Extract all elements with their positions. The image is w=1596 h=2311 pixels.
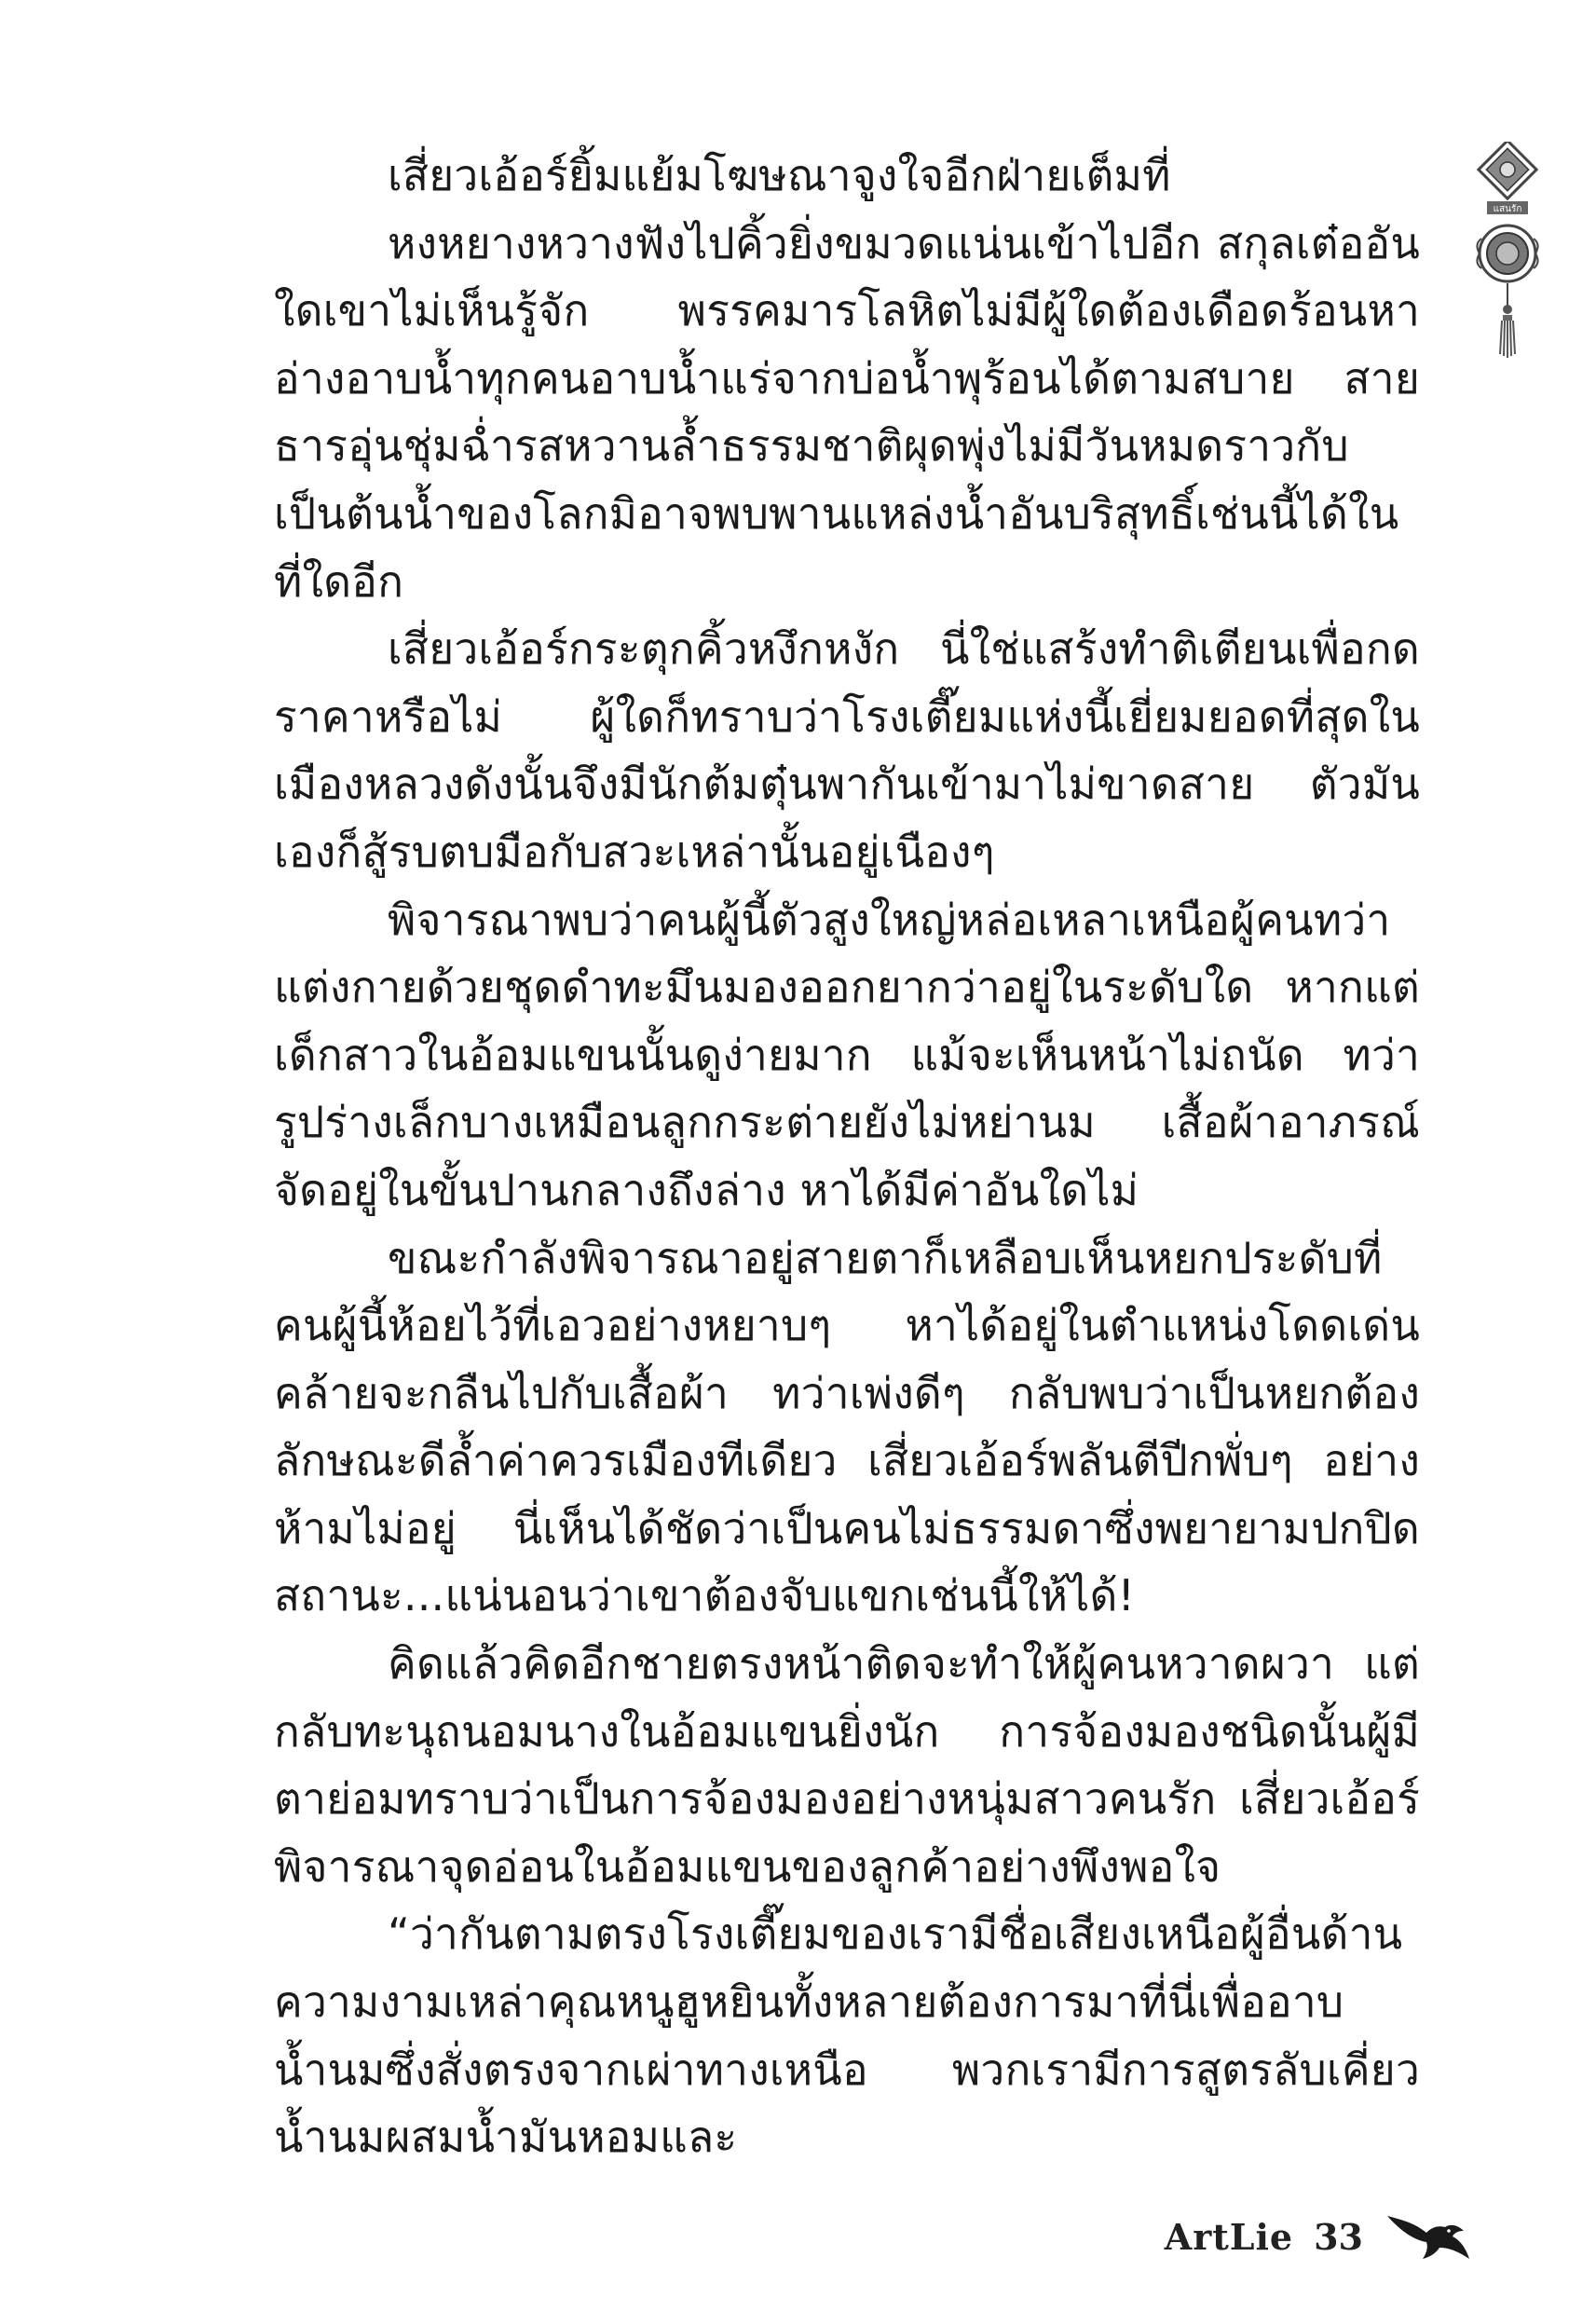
emblem-round-seal-icon	[1477, 226, 1537, 281]
chapter-emblem-icon	[1474, 142, 1541, 365]
emblem-diamond-icon	[1479, 142, 1536, 198]
footer-brand: ArtLie	[1164, 2215, 1294, 2258]
paragraph-7: “ว่ากันตามตรงโรงเตี๊ยมของเรามีชื่อเสียงเหนือผู้อื่นด้านความงามเหล่าคุณหนูฮูหยินทั้งหลายต้องการมาที่นี่เพื่ออาบน้ำนมซึ่งสั่งตรงจากเผ่าทางเหนือ พวกเรามีการสูตรลับเคี่ยวน้ำนมผสมน้ำมันหอมและ	[274, 1908, 1420, 2163]
paragraph-4: พิจารณาพบว่าคนผู้นี้ตัวสูงใหญ่หล่อเหลาเหนือผู้คนทว่าแต่งกายด้วยชุดดำทะมึนมองออกยากว่าอยู่ในระดับใด หากแต่เด็กสาวในอ้อมแขนนั้นดูง่ายมาก แม้จะเห็นหน้าไม่ถนัด ทว่ารูปร่างเล็กบางเหมือนลูกกระต่ายยังไม่หย่านม เสื้อผ้าอาภรณ์จัดอยู่ในขั้นปานกลางถึงล่าง หาได้มีค่าอันใดไม่	[274, 894, 1420, 1215]
paragraph-5: ขณะกำลังพิจารณาอยู่สายตาก็เหลือบเห็นหยกประดับที่คนผู้นี้ห้อยไว้ที่เอวอย่างหยาบๆ หาได้อยู่ในตำแหน่งโดดเด่นคล้ายจะกลืนไปกับเสื้อผ้า ทว่าเพ่งดีๆ กลับพบว่าเป็นหยกต้องลักษณะดีล้ำค่าควรเมืองทีเดียว เสี่ยวเอ้อร์พลันตีปีกพั่บๆ อย่างห้ามไม่อยู่ นี่เห็นได้ชัดว่าเป็นคนไม่ธรรมดาซึ่งพยายามปกปิดสถานะ...แน่นอนว่าเขาต้องจับแขกเช่นนี้ให้ได้!	[274, 1232, 1420, 1621]
body-text	[274, 142, 1420, 2171]
emblem-label	[1487, 201, 1528, 214]
paragraph-3: เสี่ยวเอ้อร์กระตุกคิ้วหงึกหงัก นี่ใช่แสร้งทำติเตียนเพื่อกดราคาหรือไม่ ผู้ใดก็ทราบว่าโรงเตี๊ยมแห่งนี้เยี่ยมยอดที่สุดในเมืองหลวงดังนั้นจึงมีนักต้มตุ๋นพากันเข้ามาไม่ขาดสาย ตัวมันเองก็สู้รบตบมือกับสวะเหล่านั้นอยู่เนืองๆ	[274, 623, 1420, 877]
page-footer	[1165, 2199, 1473, 2274]
eagle-icon	[1384, 2207, 1473, 2266]
paragraph-2: หงหยางหวางฟังไปคิ้วยิ่งขมวดแน่นเข้าไปอีก สกุลเต๋ออันใดเขาไม่เห็นรู้จัก พรรคมารโลหิตไม่มีผู้ใดต้องเดือดร้อนหาอ่างอาบน้ำทุกคนอาบน้ำแร่จากบ่อน้ำพุร้อนได้ตามสบาย สายธารอุ่นชุ่มฉ่ำรสหวานล้ำธรรมชาติผุดพุ่งไม่มีวันหมดราวกับเป็นต้นน้ำของโลกมิอาจพบพานแหล่งน้ำอันบริสุทธิ์เช่นนี้ได้ในที่ใดอีก	[274, 217, 1420, 607]
paragraph-6: คิดแล้วคิดอีกชายตรงหน้าติดจะทำให้ผู้คนหวาดผวา แต่กลับทะนุถนอมนางในอ้อมแขนยิ่งนัก การจ้องมองชนิดนั้นผู้มีตาย่อมทราบว่าเป็นการจ้องมองอย่างหนุ่มสาวคนรัก เสี่ยวเอ้อร์พิจารณาจุดอ่อนในอ้อมแขนของลูกค้าอย่างพึงพอใจ	[274, 1638, 1420, 1892]
svg-text:แสนรัก: แสนรัก	[1493, 204, 1522, 214]
paragraph-1: เสี่ยวเอ้อร์ยิ้มแย้มโฆษณาจูงใจอีกฝ่ายเต็มที่	[388, 150, 1171, 200]
page-number: 33	[1314, 2215, 1363, 2258]
emblem-tassel-icon	[1500, 283, 1515, 358]
